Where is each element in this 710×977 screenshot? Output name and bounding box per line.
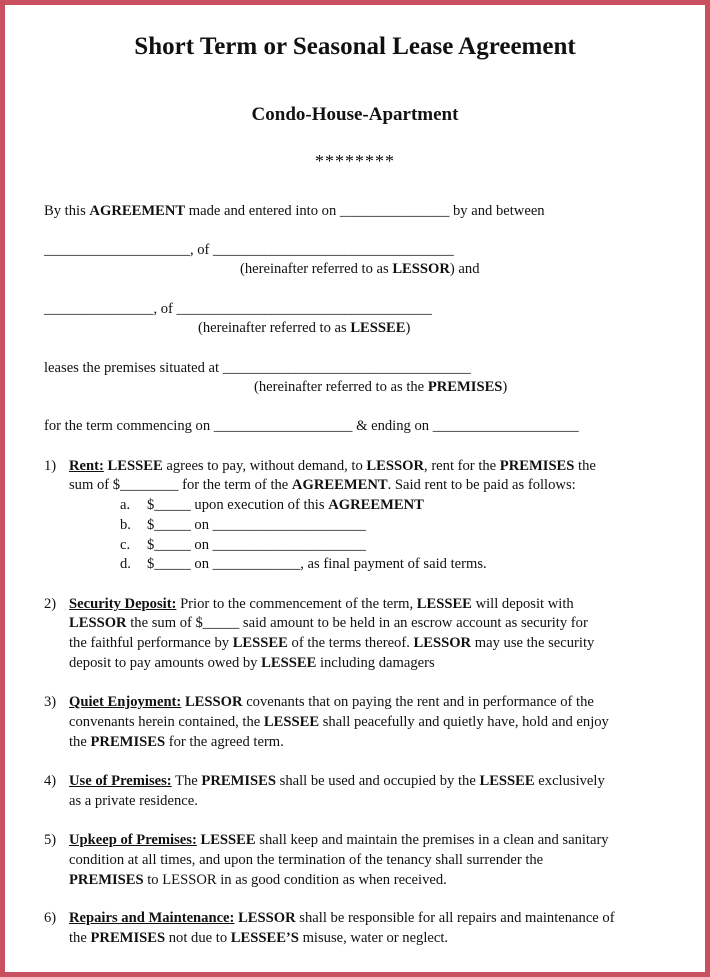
rent-item-letter: b. xyxy=(120,517,131,533)
lessee-term: LESSEE’S xyxy=(230,930,299,946)
intro-text: ) xyxy=(405,320,411,336)
premises-reference xyxy=(254,377,507,397)
lessor-term: LESSOR xyxy=(184,694,243,710)
section-number: 5) xyxy=(44,832,57,848)
section-number: 1) xyxy=(44,458,57,474)
rent-item-letter: a. xyxy=(120,497,131,513)
text: misuse, water or neglect. xyxy=(298,930,449,946)
section-quiet-line-3 xyxy=(69,732,284,752)
text: may use the security xyxy=(471,635,595,651)
lessor-line: ____________________, of _________________________________ xyxy=(44,242,454,258)
premises-term: PREMISES xyxy=(201,773,277,789)
section-deposit-line-4 xyxy=(69,653,435,673)
text: covenants that on paying the rent and in performance of the xyxy=(242,694,594,710)
section-number: 3) xyxy=(44,694,57,710)
lessee-term: LESSEE xyxy=(416,596,472,612)
section-heading: Quiet Enjoyment: xyxy=(69,694,182,710)
text: exclusively xyxy=(534,773,605,789)
section-number: 2) xyxy=(44,596,57,612)
text: $_____ upon execution of this xyxy=(147,497,329,513)
section-heading: Security Deposit: xyxy=(69,596,177,612)
premises-term: PREMISES xyxy=(90,930,166,946)
section-heading: Use of Premises: xyxy=(69,773,172,789)
agreement-term: AGREEMENT xyxy=(328,497,424,513)
intro-text: ) xyxy=(502,379,508,395)
term-line: for the term commencing on ___________________ & ending on ____________________ xyxy=(44,418,579,434)
lessor-reference xyxy=(240,259,480,279)
intro-text: By this xyxy=(44,203,90,219)
lessee-term: LESSEE xyxy=(200,832,256,848)
text: Prior to the commencement of the term, xyxy=(176,596,417,612)
rent-item-letter: d. xyxy=(120,556,131,572)
section-upkeep-line-1 xyxy=(69,830,609,850)
intro-text: ) and xyxy=(449,261,480,277)
text: the xyxy=(69,930,91,946)
intro-text: (hereinafter referred to as the xyxy=(254,379,428,395)
lessee-reference xyxy=(198,318,410,338)
text: to LESSOR in as good condition as when received. xyxy=(143,872,447,888)
premises-term: PREMISES xyxy=(427,379,503,395)
lessor-term: LESSOR xyxy=(366,458,425,474)
text: the sum of $_____ said amount to be held in an escrow account as security for xyxy=(126,615,588,631)
section-upkeep-line-2: condition at all times, and upon the termination of the tenancy shall surrender the xyxy=(69,852,544,868)
section-number: 6) xyxy=(44,910,57,926)
intro-text: made and entered into on _______________ by and between xyxy=(185,203,545,219)
agreement-term: AGREEMENT xyxy=(291,477,388,493)
premises-term: PREMISES xyxy=(499,458,575,474)
lessor-term: LESSOR xyxy=(69,615,127,631)
premises-term: PREMISES xyxy=(90,734,166,750)
intro-text: (hereinafter referred to as xyxy=(240,261,393,277)
lessee-term: LESSEE xyxy=(232,635,288,651)
section-heading: Repairs and Maintenance: xyxy=(69,910,235,926)
text: shall peacefully and quietly have, hold and enjoy xyxy=(319,714,609,730)
section-heading: Upkeep of Premises: xyxy=(69,832,197,848)
lessor-term: LESSOR xyxy=(413,635,472,651)
text: of the terms thereof. xyxy=(287,635,414,651)
text: will deposit with xyxy=(471,596,574,612)
lessor-term: LESSOR xyxy=(238,910,296,926)
text: the xyxy=(574,458,596,474)
premises-term: PREMISES xyxy=(69,872,144,888)
text: the faithful performance by xyxy=(69,635,233,651)
section-deposit-line-3 xyxy=(69,633,594,653)
text: including damagers xyxy=(316,655,435,671)
rent-item-letter: c. xyxy=(120,537,131,553)
text: sum of $________ for the term of the xyxy=(69,477,292,493)
lessee-term: LESSEE xyxy=(261,655,317,671)
section-deposit-line-2 xyxy=(69,613,588,633)
lessee-term: LESSEE xyxy=(479,773,535,789)
section-use-line-1 xyxy=(69,771,605,791)
lessee-term: LESSEE xyxy=(107,458,163,474)
section-upkeep-line-3 xyxy=(69,870,447,890)
document-subtitle: Condo-House-Apartment xyxy=(251,104,459,125)
text: convenants herein contained, the xyxy=(69,714,264,730)
section-quiet-line-2 xyxy=(69,712,609,732)
text: shall be responsible for all repairs and maintenance of xyxy=(295,910,615,926)
separator-stars: ******** xyxy=(315,151,395,171)
text: . Said rent to be paid as follows: xyxy=(387,477,576,493)
lessor-term: LESSOR xyxy=(392,261,450,277)
section-repairs-line-1 xyxy=(69,908,615,928)
text: The xyxy=(171,773,202,789)
lessee-term: LESSEE xyxy=(263,714,320,730)
section-rent-line-2 xyxy=(69,475,576,495)
section-repairs-line-2 xyxy=(69,928,448,948)
lessee-line: _______________, of ___________________________________ xyxy=(44,301,432,317)
intro-text: (hereinafter referred to as xyxy=(198,320,351,336)
text: for the agreed term. xyxy=(165,734,284,750)
text: shall keep and maintain the premises in a clean and sanitary xyxy=(255,832,609,848)
agreement-term: AGREEMENT xyxy=(89,203,186,219)
rent-item-d: $_____ on ____________, as final payment of said terms. xyxy=(147,556,487,572)
lease-document xyxy=(5,5,705,972)
rent-item-a xyxy=(147,495,424,515)
section-heading: Rent: xyxy=(69,458,104,474)
section-rent-line-1 xyxy=(69,456,596,476)
rent-item-b: $_____ on _____________________ xyxy=(147,517,366,533)
text: agrees to pay, without demand, to xyxy=(162,458,367,474)
lessee-term: LESSEE xyxy=(350,320,406,336)
section-number: 4) xyxy=(44,773,57,789)
intro-line-1 xyxy=(44,201,545,221)
text: , rent for the xyxy=(424,458,500,474)
text: shall be used and occupied by the xyxy=(276,773,480,789)
rent-item-c: $_____ on _____________________ xyxy=(147,537,366,553)
premises-line: leases the premises situated at __________________________________ xyxy=(44,360,471,376)
section-deposit-line-1 xyxy=(69,594,574,614)
section-quiet-line-1 xyxy=(69,692,594,712)
text: deposit to pay amounts owed by xyxy=(69,655,262,671)
text: the xyxy=(69,734,91,750)
section-use-line-2: as a private residence. xyxy=(69,793,198,809)
document-title: Short Term or Seasonal Lease Agreement xyxy=(134,33,576,60)
text: not due to xyxy=(165,930,231,946)
